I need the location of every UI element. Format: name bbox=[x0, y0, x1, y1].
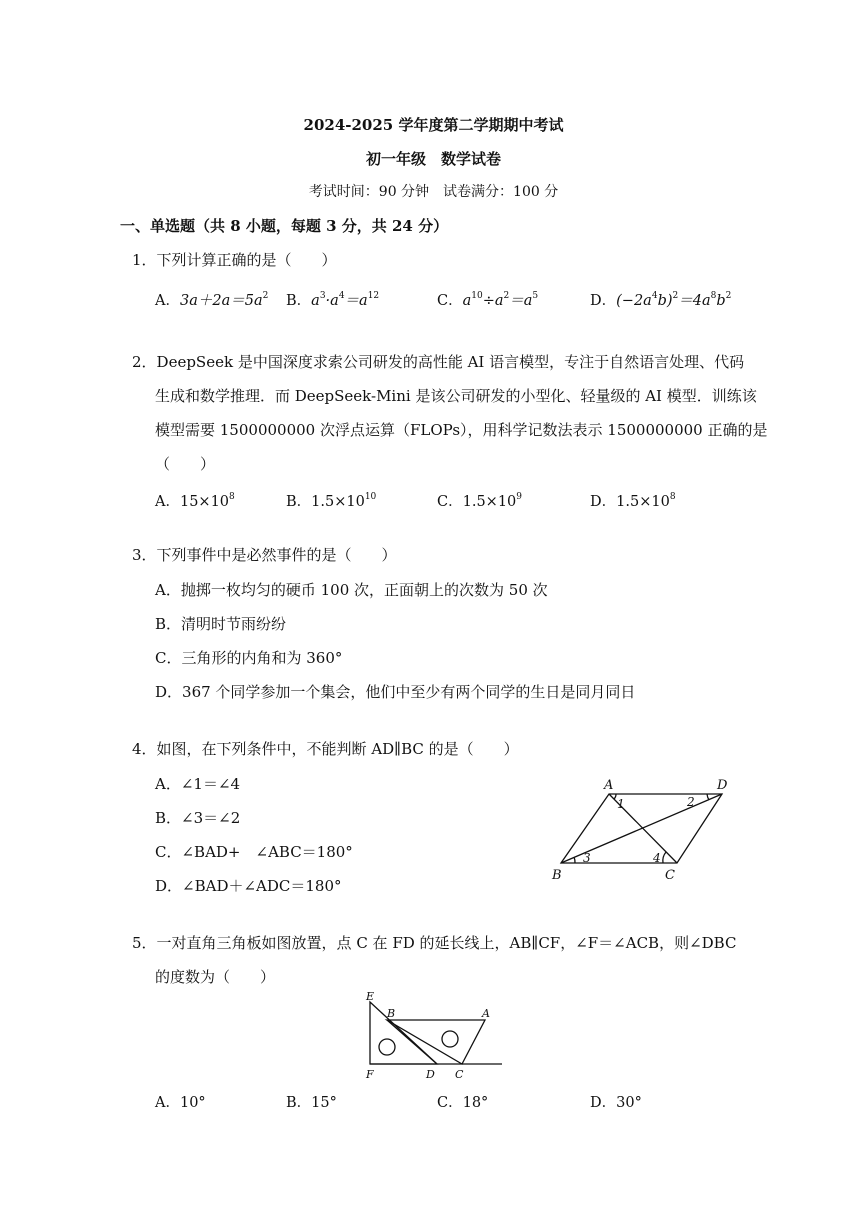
q2-d-sup: 8 bbox=[669, 492, 676, 502]
q5-line-1: 5．一对直角三角板如图放置，点 C 在 FD 的延长线上，AB∥CF，∠F＝∠ACB，则∠DBC bbox=[132, 934, 737, 952]
q4-option-b: B．∠3＝∠2 bbox=[155, 809, 241, 827]
q1-c-s2: 2 bbox=[503, 291, 510, 301]
q1-d-s3: 8 bbox=[710, 291, 717, 301]
q4-angle-label-4: 4 bbox=[653, 851, 661, 865]
q1-c-s3: 5 bbox=[532, 291, 539, 301]
q2-d-text: 1.5×10 bbox=[616, 494, 670, 510]
q4-option-d: D．∠BAD＋∠ADC＝180° bbox=[155, 877, 342, 895]
q1-b-p3: ＝a bbox=[344, 293, 368, 309]
q5-segment-bd bbox=[387, 1020, 437, 1064]
q1-c-p2: ÷a bbox=[482, 293, 504, 309]
q1-c-s1: 10 bbox=[471, 291, 483, 301]
q2-c-label: C． bbox=[437, 494, 463, 510]
q1-a-sup: 2 bbox=[262, 291, 269, 301]
q2-c-sup: 9 bbox=[516, 492, 523, 502]
exam-subtitle: 初一年级 数学试卷 bbox=[365, 150, 501, 168]
q2-a-text: 15×10 bbox=[179, 494, 230, 510]
q1-c-p1: a bbox=[462, 293, 472, 309]
exam-title: 2024-2025 学年度第二学期期中考试 bbox=[303, 116, 564, 134]
q2-a-sup: 8 bbox=[229, 492, 235, 502]
q1-b-p2: ·a bbox=[325, 293, 339, 309]
q4-angle-arc-3 bbox=[574, 857, 575, 863]
q1-option-d bbox=[590, 289, 731, 310]
q4-angle-label-3: 3 bbox=[583, 851, 591, 865]
q5-option-b: B．15° bbox=[286, 1095, 337, 1111]
q1-d-s1: 4 bbox=[651, 291, 658, 301]
q1-b-s1: 3 bbox=[319, 291, 326, 301]
q3-option-c: C．三角形的内角和为 360° bbox=[155, 649, 343, 667]
q4-parallelogram-figure bbox=[545, 772, 745, 884]
q1-b-s3: 12 bbox=[367, 291, 380, 301]
q4-label-c: C bbox=[665, 868, 675, 883]
q3-option-d: D．367 个同学参加一个集会，他们中至少有两个同学的生日是同月同日 bbox=[155, 683, 636, 701]
q1-b-p1: a bbox=[311, 293, 320, 309]
q1-c-p3: ＝a bbox=[509, 293, 533, 309]
q5-label-e: E bbox=[366, 990, 375, 1003]
q4-angle-arc-4 bbox=[663, 852, 666, 863]
q2-c-text: 1.5×10 bbox=[462, 494, 517, 510]
section-heading: 一、单选题（共 8 小题，每题 3 分，共 24 分） bbox=[120, 217, 449, 235]
q1-option-b bbox=[286, 289, 379, 310]
q2-line-4: （ ） bbox=[155, 455, 216, 473]
q2-line-2: 生成和数学推理．而 DeepSeek-Mini 是该公司研发的小型化、轻量级的 AI 模型．训练该 bbox=[155, 387, 757, 405]
q4-label-b: B bbox=[552, 868, 562, 883]
q1-d-s4: 2 bbox=[725, 291, 732, 301]
q5-option-d: D．30° bbox=[590, 1095, 642, 1111]
q4-angle-label-1: 1 bbox=[617, 797, 625, 811]
q3-option-b: B．清明时节雨纷纷 bbox=[155, 615, 287, 633]
q1-d-p1: (−2a bbox=[616, 293, 652, 309]
q5-option-c: C．18° bbox=[437, 1095, 489, 1111]
q4-angle-arc-1 bbox=[614, 794, 616, 799]
q1-d-s2: 2 bbox=[672, 291, 679, 301]
q1-d-p3: ＝4a bbox=[678, 293, 711, 309]
q1-a-label: A． bbox=[155, 293, 180, 309]
q5-label-c: C bbox=[455, 1068, 464, 1081]
q5-triangle-figure bbox=[360, 990, 510, 1082]
q1-c-label: C． bbox=[437, 293, 463, 309]
q5-hole-right bbox=[442, 1031, 458, 1047]
q2-line-3: 模型需要 1500000000 次浮点运算（FLOPs），用科学记数法表示 1500000000 正确的是 bbox=[155, 421, 768, 439]
q2-b-sup: 10 bbox=[364, 492, 377, 502]
q1-d-label: D． bbox=[590, 293, 617, 309]
q2-b-label: B． bbox=[286, 494, 312, 510]
q4-option-c: C．∠BAD+ ∠ABC＝180° bbox=[155, 843, 353, 861]
q2-d-label: D． bbox=[590, 494, 617, 510]
q5-label-f: F bbox=[366, 1068, 374, 1081]
q4-option-a: A．∠1＝∠4 bbox=[155, 775, 241, 793]
q4-label-a: A bbox=[604, 778, 614, 793]
q2-line-1: 2．DeepSeek 是中国深度求索公司研发的高性能 AI 语言模型，专注于自然语言处理、代码 bbox=[132, 353, 745, 371]
q1-a-text: 3a＋2a＝5a bbox=[179, 293, 263, 309]
q1-b-s2: 4 bbox=[338, 291, 345, 301]
q2-option-a bbox=[155, 490, 235, 511]
q4-angle-label-2: 2 bbox=[687, 795, 695, 809]
q5-label-a: A bbox=[482, 1007, 490, 1020]
q2-option-c bbox=[437, 490, 522, 511]
q5-triangle-bac bbox=[387, 1020, 485, 1064]
q2-b-text: 1.5×10 bbox=[311, 494, 365, 510]
q1-stem: 1．下列计算正确的是（ ） bbox=[132, 251, 337, 269]
q2-a-label: A． bbox=[155, 494, 180, 510]
q3-stem: 3．下列事件中是必然事件的是（ ） bbox=[132, 546, 397, 564]
q1-b-label: B． bbox=[286, 293, 312, 309]
q2-option-b bbox=[286, 490, 376, 511]
q5-hole-left bbox=[379, 1039, 395, 1055]
q5-label-d: D bbox=[426, 1068, 435, 1081]
q5-line-2: 的度数为（ ） bbox=[155, 968, 276, 986]
q5-option-a: A．10° bbox=[155, 1095, 206, 1111]
q1-option-c bbox=[437, 289, 538, 310]
q1-d-p4: b bbox=[716, 293, 726, 309]
q2-option-d bbox=[590, 490, 676, 511]
q4-label-d: D bbox=[717, 778, 728, 793]
q4-angle-arc-2 bbox=[707, 794, 709, 800]
q5-label-b: B bbox=[387, 1007, 396, 1020]
exam-meta: 考试时间：90 分钟 试卷满分：100 分 bbox=[308, 184, 559, 200]
q4-stem: 4．如图，在下列条件中，不能判断 AD∥BC 的是（ ） bbox=[132, 740, 519, 758]
q1-d-p2: b) bbox=[657, 293, 673, 309]
q3-option-a: A．抛掷一枚均匀的硬币 100 次，正面朝上的次数为 50 次 bbox=[155, 581, 548, 599]
q1-option-a bbox=[155, 289, 268, 310]
